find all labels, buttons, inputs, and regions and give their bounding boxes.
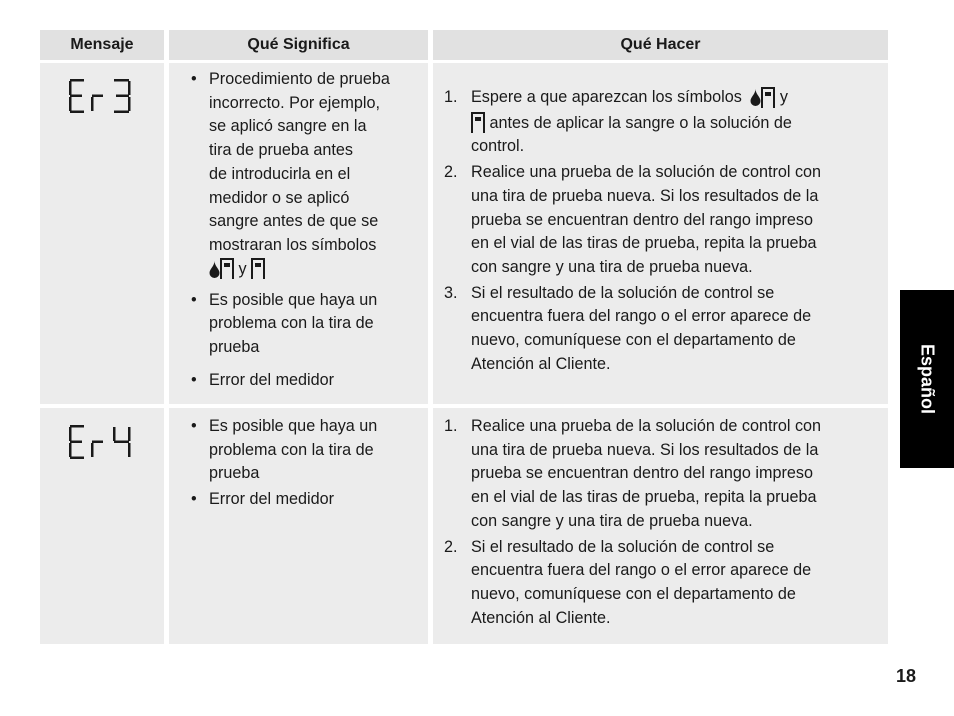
step-number: 3. (444, 283, 458, 302)
text-line: problema con la tira de (209, 440, 374, 459)
row1-mensaje-cell (40, 63, 164, 404)
step-number: 2. (444, 537, 458, 556)
text-line: prueba (209, 338, 260, 357)
text-line: con sangre y una tira de prueba nueva. (471, 511, 753, 530)
text-span: y (779, 88, 788, 106)
row2-hacer-list (444, 415, 821, 632)
test-strip-icon (220, 258, 234, 280)
text-line: medidor o se aplicó (209, 188, 350, 207)
text-line (471, 112, 821, 136)
step-number: 2. (444, 163, 458, 182)
text-line: prueba (209, 464, 260, 483)
text-line: con sangre y una tira de prueba nueva. (471, 257, 753, 276)
error-code-er4-display (68, 424, 134, 460)
row1-hacer-list (444, 86, 821, 378)
blood-drop-icon (750, 89, 761, 106)
test-strip-icon (471, 112, 485, 134)
text-line: • Es posible que haya un (209, 290, 378, 309)
row2-hacer-step-2 (444, 536, 821, 631)
text-line (471, 86, 821, 110)
text-line: se aplicó sangre en la (209, 117, 367, 136)
test-strip-icon (761, 87, 775, 109)
row1-hacer-step-2 (444, 161, 821, 280)
text-line: nuevo, comuníquese con el departamento de (471, 584, 796, 603)
text-line: control. (471, 137, 525, 156)
step-number: 1. (444, 88, 458, 106)
error-code-er3-display (68, 78, 134, 114)
text-line: tira de prueba antes (209, 141, 353, 160)
text-line: Realice una prueba de la solución de control con (471, 163, 822, 182)
test-strip-icon (251, 258, 265, 280)
symbols-line (209, 258, 390, 285)
text-line: prueba se encuentran dentro del rango impreso (471, 464, 813, 483)
text-line: • Es posible que haya un (209, 417, 378, 435)
text-line: • Error del medidor (209, 490, 335, 509)
text-span: Espere a que aparezcan los símbolos (471, 88, 742, 106)
step-number: 1. (444, 417, 458, 435)
row2-hacer-step-1 (444, 415, 821, 534)
text-line: de introducirla en el (209, 164, 351, 183)
text-line: sangre antes de que se (209, 212, 379, 231)
row2-significa-list (187, 415, 377, 512)
header-que-significa: Qué Significa (169, 30, 428, 60)
header-mensaje: Mensaje (40, 30, 164, 60)
text-line: encuentra fuera del rango o el error aparece de (471, 561, 812, 580)
text-line: Si el resultado de la solución de control se (471, 537, 775, 556)
symbols-conjunction: y (238, 259, 247, 278)
text-line: • Procedimiento de prueba (209, 70, 390, 88)
blood-drop-icon (209, 261, 220, 278)
side-tab-label: Español (917, 343, 938, 415)
text-line: encuentra fuera del rango o el error aparece de (471, 307, 812, 326)
text-line: una tira de prueba nueva. Si los resultados de la (471, 440, 819, 459)
text-line: en el vial de las tiras de prueba, repita la prueba (471, 234, 817, 253)
row1-hacer-step-1 (444, 86, 821, 159)
text-line: en el vial de las tiras de prueba, repita la prueba (471, 488, 817, 507)
text-line: nuevo, comuníquese con el departamento de (471, 331, 796, 350)
text-line: Atención al Cliente. (471, 354, 611, 373)
row1-hacer-step-3 (444, 282, 821, 377)
text-line: una tira de prueba nueva. Si los resultados de la (471, 186, 819, 205)
text-line: • Error del medidor (209, 370, 335, 389)
row1-significa-bullet-2 (187, 289, 390, 360)
text-line: prueba se encuentran dentro del rango impreso (471, 210, 813, 229)
row2-significa-bullet-1 (187, 415, 377, 486)
text-line: Si el resultado de la solución de control se (471, 283, 775, 302)
text-line: mostraran los símbolos (209, 235, 377, 254)
header-que-hacer: Qué Hacer (433, 30, 888, 60)
page-number: 18 (896, 666, 917, 686)
text-span: antes de aplicar la sangre o la solución de (489, 113, 792, 132)
row1-significa-bullet-3 (187, 369, 390, 393)
row2-significa-bullet-2 (187, 488, 377, 512)
text-line: Realice una prueba de la solución de control con (471, 417, 822, 435)
row1-significa-bullet-1 (187, 68, 390, 285)
row1-significa-list (187, 68, 390, 392)
text-line: Atención al Cliente. (471, 608, 611, 627)
text-line: problema con la tira de (209, 314, 374, 333)
text-line: incorrecto. Por ejemplo, (209, 93, 380, 112)
language-side-tab (900, 290, 954, 468)
